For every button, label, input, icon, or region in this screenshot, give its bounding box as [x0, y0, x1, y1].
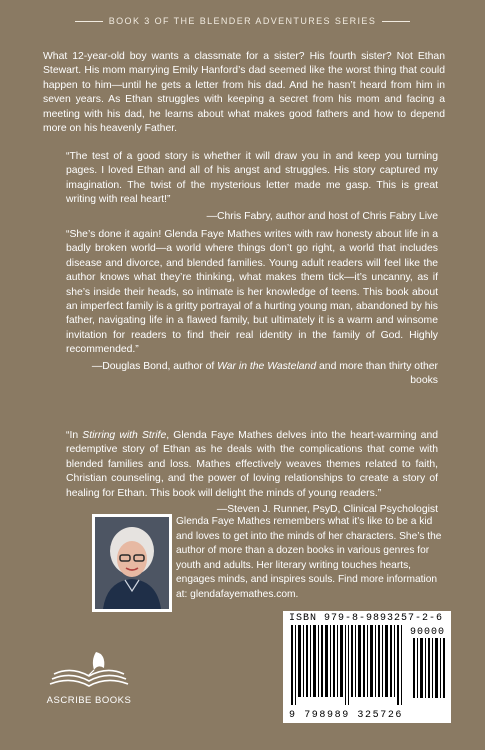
endorsement-1	[66, 150, 438, 224]
series-title: BOOK 3 OF THE BLENDER ADVENTURES SERIES	[0, 16, 485, 26]
author-bio: Glenda Faye Mathes remembers what it’s like to be a kid and loves to get into the minds of her characters. She’s the author of more than a dozen books in various genres for youth and adults. Her literary writing touches hearts, engages minds, and inspires souls. Find more information at: glendafayemathes.com.	[176, 516, 442, 600]
barcode-number: 9 798989 325726	[289, 710, 404, 721]
attribution-prefix: —Douglas Bond, author of	[91, 360, 218, 372]
price-barcode-bars	[413, 638, 445, 698]
attribution-book-title: War in the Wasteland	[217, 360, 317, 372]
book-quill-icon	[44, 650, 134, 688]
author-photo	[92, 514, 172, 612]
main-barcode-bars	[289, 625, 407, 707]
endorsement-2	[66, 228, 438, 388]
book-description: What 12-year-old boy wants a classmate for a sister? His fourth sister? Not Ethan Stewart. His mom marrying Emily Hanford’s dad seemed like the worst thing that could happen to him—until he gets a letter from his dad. And he hasn’t heard from him in seven years. As Ethan struggles with keeping a secret from his mom and facing a meeting with his dad, he learns about what makes good fathers and how to depend more on his heavenly Father.	[43, 51, 445, 135]
isbn-barcode	[283, 611, 451, 723]
endorsement-text: “The test of a good story is whether it will draw you in and keep you turning pages. I loved Ethan and all of his angst and struggles. His story captured my imagination. The twist of the mysterious letter made me gasp. This is great writing with real heart!”	[66, 151, 438, 206]
quote-book-title: Stirring with Strife	[82, 430, 167, 441]
price-code: 90000	[409, 627, 445, 638]
publisher-logo	[44, 650, 134, 706]
quote-rest: , Glenda Faye Mathes delves into the heart-warming and redemptive story of Ethan as he deals with the complications that come with blended families and loss. Mathes effectively weaves themes related to faith, Christian counseling, and the power of loving relationships to create a story of healing for Ethan. This book will delight the minds of young readers.”	[66, 430, 438, 499]
endorsement-text	[66, 429, 438, 501]
isbn-text: ISBN 979-8-9893257-2-6	[289, 613, 444, 624]
author-portrait-illustration	[95, 517, 169, 609]
endorsement-attribution	[66, 360, 438, 389]
quote-prefix: “In	[66, 430, 83, 441]
publisher-name: ASCRIBE BOOKS	[46, 695, 132, 706]
endorsement-text: “She’s done it again! Glenda Faye Mathes writes with raw honesty about life in a badly broken world—a world where things don’t go right, a world that includes disease and divorce, and blended families. Young adult readers will feel like the author knows what they’re thinking, what makes them tick—it’s uncanny, as if she’s inside their heads, so intimate is her knowledge of teens. This book about an imperfect family is a gritty portrayal of a hurting young man, abandoned by his father, navigating life in a flawed family, but ultimately it is a warm and winsome invitation for readers to find their real identity in the family of God. Highly recommended.”	[66, 229, 438, 356]
endorsement-attribution: —Steven J. Runner, PsyD, Clinical Psychologist	[216, 504, 438, 516]
endorsement-3	[66, 429, 438, 517]
attribution-suffix: and more than thirty other books	[316, 360, 438, 387]
endorsement-attribution: —Chris Fabry, author and host of Chris Fabry Live	[206, 210, 438, 222]
